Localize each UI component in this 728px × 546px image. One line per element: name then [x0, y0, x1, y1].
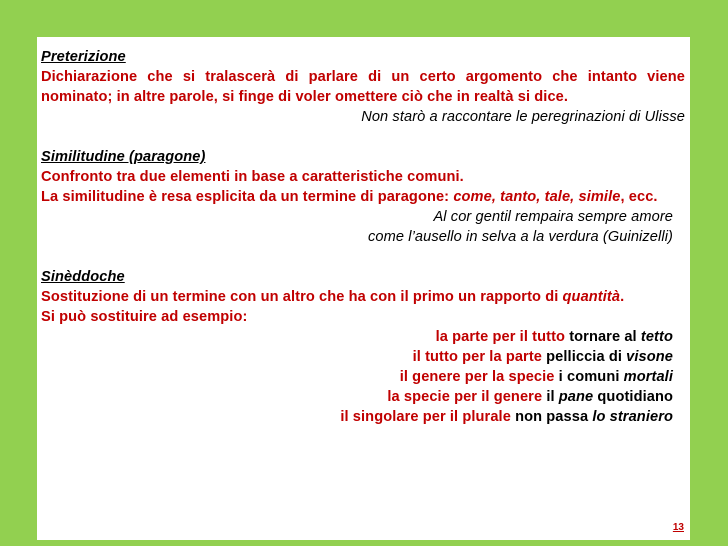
example-text: i comuni	[554, 369, 624, 385]
similitudine-title: Similitudine (paragone)	[41, 149, 206, 165]
example-type: la parte per il tutto	[435, 329, 566, 345]
example-emph: visone	[626, 349, 673, 365]
preterizione-example: Non starò a raccontare le peregrinazioni di Ulisse	[361, 109, 685, 125]
similitudine-example-line2: come l’ausello in selva a la verdura (Guinizelli)	[367, 229, 673, 245]
example-text: pelliccia di	[542, 349, 627, 365]
example-type: il tutto per la parte	[412, 349, 543, 365]
example-type: il singolare per il plurale	[340, 409, 511, 425]
similitudine-terms-suffix: , ecc.	[620, 189, 658, 205]
sineddoche-example	[41, 407, 685, 427]
example-tail: quotidiano	[593, 389, 673, 405]
example-text: tornare al	[565, 329, 641, 345]
sineddoche-intro: Si può sostituire ad esempio:	[41, 309, 248, 325]
example-emph: mortali	[623, 369, 673, 385]
example-type: il genere per la specie	[399, 369, 555, 385]
sineddoche-definition-emph: quantità	[562, 289, 621, 305]
sineddoche-definition	[41, 287, 685, 307]
similitudine-definition: Confronto tra due elementi in base a caratteristiche comuni.	[41, 169, 464, 185]
section-preterizione	[41, 47, 685, 127]
example-emph: tetto	[640, 329, 673, 345]
similitudine-terms: come, tanto, tale, simile	[453, 189, 621, 205]
sineddoche-example	[41, 327, 685, 347]
example-emph: lo straniero	[592, 409, 673, 425]
example-text: non passa	[510, 409, 593, 425]
sineddoche-title: Sinèddoche	[41, 269, 125, 285]
slide-number: 13	[672, 522, 684, 533]
similitudine-explicit-text: La similitudine è resa esplicita da un termine di paragone:	[41, 189, 454, 205]
slide-content	[41, 47, 685, 447]
example-emph: pane	[558, 389, 594, 405]
section-similitudine	[41, 147, 685, 247]
preterizione-definition: Dichiarazione che si tralascerà di parlare di un certo argomento che intanto viene nominato; in altre parole, si finge di voler omettere ciò che in realtà si dice.	[41, 69, 685, 105]
preterizione-title: Preterizione	[41, 49, 126, 65]
sineddoche-example	[41, 387, 685, 407]
sineddoche-example	[41, 347, 685, 367]
similitudine-example-line1: Al cor gentil rempaira sempre amore	[433, 209, 673, 225]
slide	[37, 37, 690, 540]
sineddoche-definition-suffix: .	[620, 289, 625, 305]
section-sineddoche	[41, 267, 685, 427]
example-text: il	[542, 389, 559, 405]
similitudine-explicit	[41, 187, 685, 207]
example-type: la specie per il genere	[387, 389, 543, 405]
sineddoche-definition-prefix: Sostituzione di un termine con un altro che ha con il primo un rapporto di	[41, 289, 563, 305]
sineddoche-example	[41, 367, 685, 387]
